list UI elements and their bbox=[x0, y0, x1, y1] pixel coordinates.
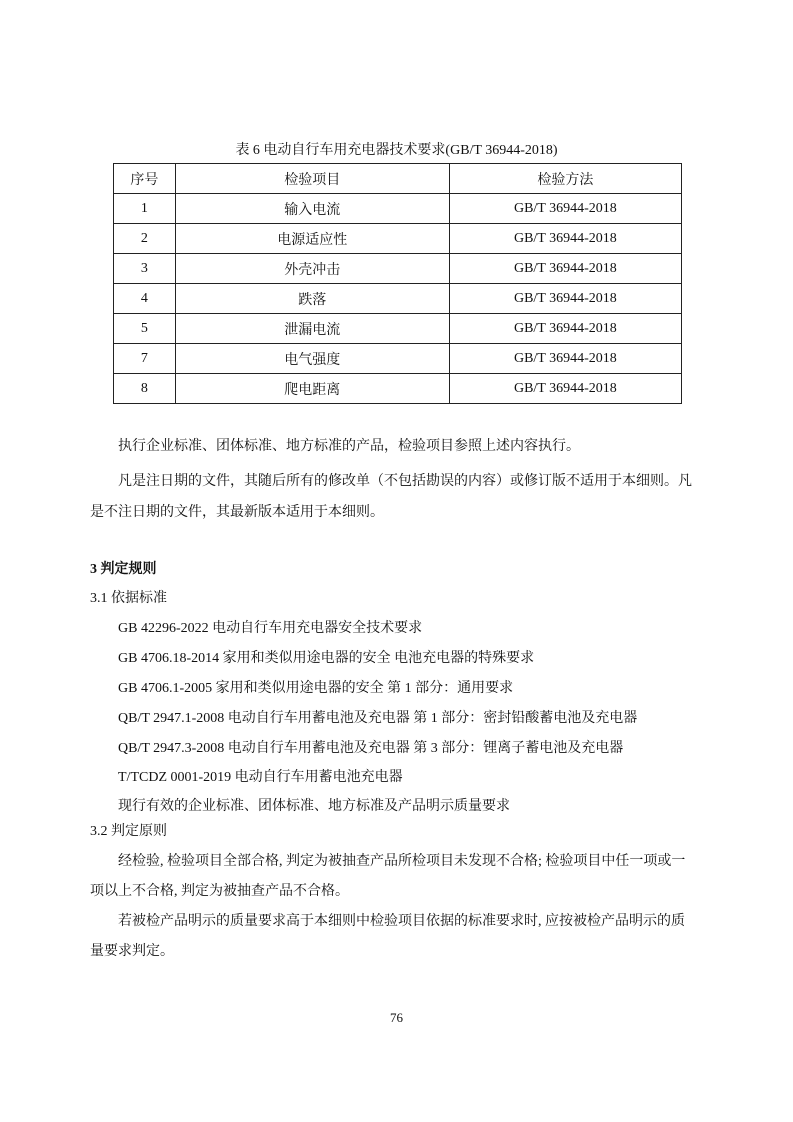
principle-paragraph-2-line-2: 量要求判定。 bbox=[90, 944, 174, 959]
page-number: 76 bbox=[390, 1010, 403, 1025]
table-row bbox=[114, 194, 682, 224]
header-seq: 序号 bbox=[114, 164, 176, 194]
cell-item: 泄漏电流 bbox=[175, 314, 449, 344]
principle-paragraph-1-line-2: 项以上不合格, 判定为被抽查产品不合格。 bbox=[90, 884, 349, 899]
table-row bbox=[114, 254, 682, 284]
table-caption: 表 6 电动自行车用充电器技术要求(GB/T 36944-2018) bbox=[235, 143, 558, 158]
cell-item: 电源适应性 bbox=[175, 224, 449, 254]
cell-seq: 1 bbox=[114, 194, 176, 224]
reference-item: QB/T 2947.3-2008 电动自行车用蓄电池及充电器 第 3 部分：锂离子蓄电池及充电器 bbox=[118, 741, 624, 756]
table-row bbox=[114, 374, 682, 404]
reference-item: T/TCDZ 0001-2019 电动自行车用蓄电池充电器 bbox=[118, 770, 403, 785]
principle-paragraph-1-line-1: 经检验, 检验项目全部合格, 判定为被抽查产品所检项目未发现不合格; 检验项目中任一项或一 bbox=[118, 854, 686, 869]
cell-seq: 7 bbox=[114, 344, 176, 374]
cell-item: 爬电距离 bbox=[175, 374, 449, 404]
table-row bbox=[114, 284, 682, 314]
reference-item: QB/T 2947.1-2008 电动自行车用蓄电池及充电器 第 1 部分：密封铅酸蓄电池及充电器 bbox=[118, 711, 638, 726]
note-paragraph-1: 执行企业标准、团体标准、地方标准的产品，检验项目参照上述内容执行。 bbox=[118, 439, 580, 454]
cell-item: 外壳冲击 bbox=[175, 254, 449, 284]
cell-method: GB/T 36944-2018 bbox=[449, 194, 681, 224]
cell-method: GB/T 36944-2018 bbox=[449, 374, 681, 404]
reference-item: GB 42296-2022 电动自行车用充电器安全技术要求 bbox=[118, 621, 423, 636]
principle-paragraph-2-line-1: 若被检产品明示的质量要求高于本细则中检验项目依据的标准要求时, 应按被检产品明示的质 bbox=[118, 914, 685, 929]
table-row bbox=[114, 344, 682, 374]
cell-seq: 5 bbox=[114, 314, 176, 344]
cell-method: GB/T 36944-2018 bbox=[449, 314, 681, 344]
reference-item: 现行有效的企业标准、团体标准、地方标准及产品明示质量要求 bbox=[118, 799, 510, 814]
reference-item: GB 4706.1-2005 家用和类似用途电器的安全 第 1 部分：通用要求 bbox=[118, 681, 514, 696]
reference-item: GB 4706.18-2014 家用和类似用途电器的安全 电池充电器的特殊要求 bbox=[118, 651, 535, 666]
table-header-row bbox=[114, 164, 682, 194]
requirements-table bbox=[113, 163, 682, 404]
cell-seq: 8 bbox=[114, 374, 176, 404]
cell-method: GB/T 36944-2018 bbox=[449, 224, 681, 254]
cell-seq: 4 bbox=[114, 284, 176, 314]
section-3-heading: 3 判定规则 bbox=[90, 562, 157, 577]
section-3-2-heading: 3.2 判定原则 bbox=[90, 824, 167, 839]
section-3-1-heading: 3.1 依据标准 bbox=[90, 591, 167, 606]
table-row bbox=[114, 314, 682, 344]
cell-seq: 3 bbox=[114, 254, 176, 284]
header-item: 检验项目 bbox=[175, 164, 449, 194]
cell-seq: 2 bbox=[114, 224, 176, 254]
cell-item: 输入电流 bbox=[175, 194, 449, 224]
header-method: 检验方法 bbox=[449, 164, 681, 194]
cell-item: 跌落 bbox=[175, 284, 449, 314]
note-paragraph-2-line-2: 是不注日期的文件，其最新版本适用于本细则。 bbox=[90, 505, 384, 520]
note-paragraph-2-line-1: 凡是注日期的文件，其随后所有的修改单（不包括勘误的内容）或修订版不适用于本细则。凡 bbox=[118, 474, 692, 489]
cell-method: GB/T 36944-2018 bbox=[449, 284, 681, 314]
table-row bbox=[114, 224, 682, 254]
cell-method: GB/T 36944-2018 bbox=[449, 254, 681, 284]
cell-method: GB/T 36944-2018 bbox=[449, 344, 681, 374]
cell-item: 电气强度 bbox=[175, 344, 449, 374]
